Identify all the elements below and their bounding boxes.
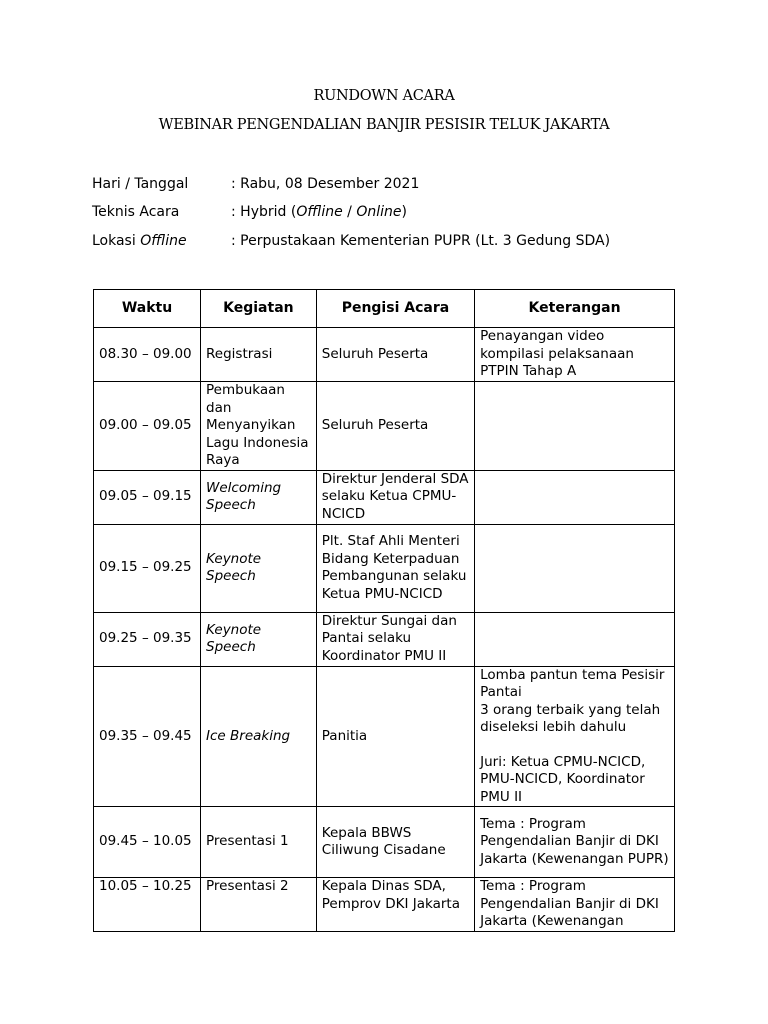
- cell-note: Tema : Program Pengendalian Banjir di DKI Jakarta (Kewenangan PUPR): [475, 807, 675, 878]
- cell-note: Penayangan video kompilasi pelaksanaan PTPIN Tahap A: [475, 328, 675, 382]
- cell-time: 09.05 – 09.15: [94, 470, 201, 524]
- header-keterangan: Keterangan: [475, 290, 675, 328]
- cell-presenter: Seluruh Peserta: [316, 328, 474, 382]
- cell-presenter: Kepala BBWS Ciliwung Cisadane: [316, 807, 474, 878]
- document-subtitle: WEBINAR PENGENDALIAN BANJIR PESISIR TELUK JAKARTA: [158, 117, 610, 133]
- cell-activity: Keynote Speech: [201, 612, 317, 666]
- date-value: : Rabu, 08 Desember 2021: [231, 176, 420, 192]
- cell-presenter: Plt. Staf Ahli Menteri Bidang Keterpaduan Pembangunan selaku Ketua PMU-NCICD: [316, 524, 474, 612]
- cell-note: [475, 612, 675, 666]
- header-kegiatan: Kegiatan: [201, 290, 317, 328]
- cell-time: 09.00 – 09.05: [94, 382, 201, 471]
- cell-time: 09.45 – 10.05: [94, 807, 201, 878]
- cell-activity: Presentasi 1: [201, 807, 317, 878]
- cell-note: [475, 524, 675, 612]
- cell-note: [475, 382, 675, 471]
- note-line: Juri: Ketua CPMU-NCICD, PMU-NCICD, Koordinator PMU II: [480, 753, 646, 805]
- rundown-table: [93, 289, 675, 932]
- cell-note: Tema : Program Pengendalian Banjir di DKI Jakarta (Kewenangan: [475, 878, 675, 932]
- type-value-offline: Offline: [296, 204, 343, 220]
- cell-presenter: Kepala Dinas SDA, Pemprov DKI Jakarta: [316, 878, 474, 932]
- cell-activity: Keynote Speech: [201, 524, 317, 612]
- cell-activity: Presentasi 2: [201, 878, 317, 932]
- cell-activity: Registrasi: [201, 328, 317, 382]
- table-row: [94, 524, 675, 612]
- cell-presenter: Seluruh Peserta: [316, 382, 474, 471]
- cell-note: [475, 470, 675, 524]
- table-row: [94, 612, 675, 666]
- type-value-prefix: : Hybrid (: [231, 204, 297, 220]
- table-header-row: [94, 290, 675, 328]
- type-value-suffix: ): [401, 204, 407, 220]
- location-label-offline: Offline: [140, 233, 187, 249]
- table-row: [94, 328, 675, 382]
- type-label: Teknis Acara: [92, 204, 180, 220]
- cell-time: 09.15 – 09.25: [94, 524, 201, 612]
- location-label-prefix: Lokasi: [92, 233, 141, 249]
- location-label: [92, 231, 187, 251]
- note-line: Lomba pantun tema Pesisir Pantai: [480, 666, 665, 700]
- table-row: [94, 666, 675, 807]
- type-value: [231, 202, 407, 222]
- cell-time: 09.35 – 09.45: [94, 666, 201, 807]
- table-row: [94, 382, 675, 471]
- date-label: Hari / Tanggal: [92, 176, 189, 192]
- cell-presenter: Panitia: [316, 666, 474, 807]
- location-value: : Perpustakaan Kementerian PUPR (Lt. 3 Gedung SDA): [231, 233, 611, 249]
- type-value-online: Online: [356, 204, 402, 220]
- type-value-sep: /: [342, 204, 357, 220]
- document-title: RUNDOWN ACARA: [313, 88, 455, 104]
- cell-presenter: Direktur Jenderal SDA selaku Ketua CPMU-NCICD: [316, 470, 474, 524]
- cell-time: 09.25 – 09.35: [94, 612, 201, 666]
- table-row: [94, 470, 675, 524]
- table-row: [94, 878, 675, 932]
- header-pengisi-acara: Pengisi Acara: [316, 290, 474, 328]
- cell-activity: Ice Breaking: [201, 666, 317, 807]
- cell-time: 10.05 – 10.25: [94, 878, 201, 932]
- header-waktu: Waktu: [94, 290, 201, 328]
- cell-activity: Pembukaan dan Menyanyikan Lagu Indonesia Raya: [201, 382, 317, 471]
- note-spacer: [480, 737, 669, 754]
- cell-presenter: Direktur Sungai dan Pantai selaku Koordinator PMU II: [316, 612, 474, 666]
- cell-activity: Welcoming Speech: [201, 470, 317, 524]
- table-row: [94, 807, 675, 878]
- cell-note: [475, 666, 675, 807]
- cell-time: 08.30 – 09.00: [94, 328, 201, 382]
- note-line: 3 orang terbaik yang telah diseleksi lebih dahulu: [480, 701, 661, 735]
